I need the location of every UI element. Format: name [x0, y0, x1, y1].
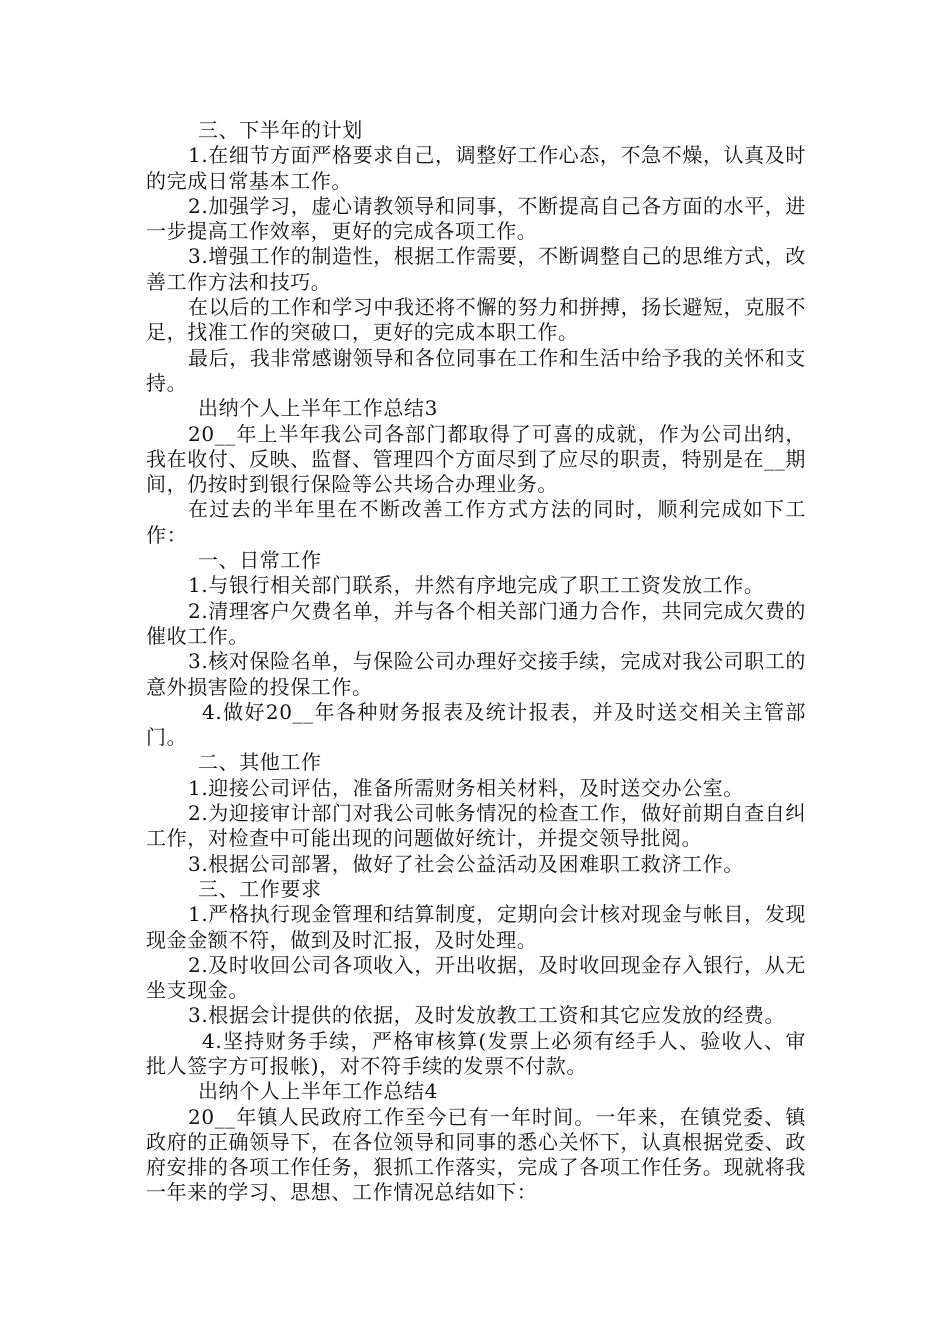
section-heading: 三、工作要求: [198, 876, 322, 901]
section-heading: 三、下半年的计划: [198, 118, 363, 142]
paragraph: 2.加强学习，虚心请教领导和同事，不断提高自己各方面的水平，进一步提高工作效率，更好的完成各项工作。: [146, 193, 806, 244]
paragraph: 2.及时收回公司各项收入，开出收据，及时收回现金存入银行，从无坐支现金。: [146, 952, 806, 1003]
paragraph: 1.与银行相关部门联系，井然有序地完成了职工工资发放工作。: [188, 573, 765, 598]
paragraph: 3.根据公司部署，做好了社会公益活动及困难职工救济工作。: [188, 851, 744, 876]
section-heading: 一、日常工作: [198, 548, 322, 573]
section-heading: 出纳个人上半年工作总结3: [198, 396, 438, 421]
paragraph: 20__年镇人民政府工作至今已有一年时间。一年来，在镇党委、镇政府的正确领导下，在各位领导和同事的悉心关怀下，认真根据党委、政府安排的各项工作任务，狠抓工作落实，完成了各项工作任务。现就将我一年来的学习、思想、工作情况总结如下：: [146, 1104, 806, 1205]
paragraph: 在过去的半年里在不断改善工作方式方法的同时，顺利完成如下工作：: [146, 497, 806, 547]
paragraph: 最后，我非常感谢领导和各位同事在工作和生活中给予我的关怀和支持。: [146, 345, 806, 395]
paragraph: 3.核对保险名单，与保险公司办理好交接手续，完成对我公司职工的意外损害险的投保工作。: [146, 649, 806, 699]
paragraph: 1.严格执行现金管理和结算制度，定期向会计核对现金与帐目，发现现金金额不符，做到及时汇报，及时处理。: [146, 902, 806, 952]
document-body: [146, 118, 806, 1206]
paragraph: 4.做好20__年各种财务报表及统计报表，并及时送交相关主管部门。: [146, 699, 806, 750]
paragraph: 1.在细节方面严格要求自己，调整好工作心态，不急不燥，认真及时的完成日常基本工作。: [146, 143, 806, 193]
paragraph: 3.增强工作的制造性，根据工作需要，不断调整自己的思维方式，改善工作方法和技巧。: [146, 244, 806, 294]
paragraph: 20__年上半年我公司各部门都取得了可喜的成就，作为公司出纳，我在收付、反映、监督、管理四个方面尽到了应尽的职责，特别是在__期间，仍按时到银行保险等公共场合办理业务。: [146, 421, 806, 497]
paragraph: 3.根据会计提供的依据，及时发放教工工资和其它应发放的经费。: [188, 1003, 786, 1028]
paragraph: 2.清理客户欠费名单，并与各个相关部门通力合作，共同完成欠费的催收工作。: [146, 598, 806, 648]
paragraph: 2.为迎接审计部门对我公司帐务情况的检查工作，做好前期自查自纠工作，对检查中可能出现的问题做好统计，并提交领导批阅。: [146, 801, 806, 851]
section-heading: 出纳个人上半年工作总结4: [198, 1079, 438, 1104]
section-heading: 二、其他工作: [198, 750, 322, 775]
paragraph: 1.迎接公司评估，准备所需财务相关材料，及时送交办公室。: [188, 775, 744, 800]
paragraph: 4.坚持财务手续，严格审核算(发票上必须有经手人、验收人、审批人签字方可报帐)，对不符手续的发票不付款。: [146, 1028, 806, 1078]
paragraph: 在以后的工作和学习中我还将不懈的努力和拼搏，扬长避短，克服不足，找准工作的突破口，更好的完成本职工作。: [146, 295, 806, 345]
